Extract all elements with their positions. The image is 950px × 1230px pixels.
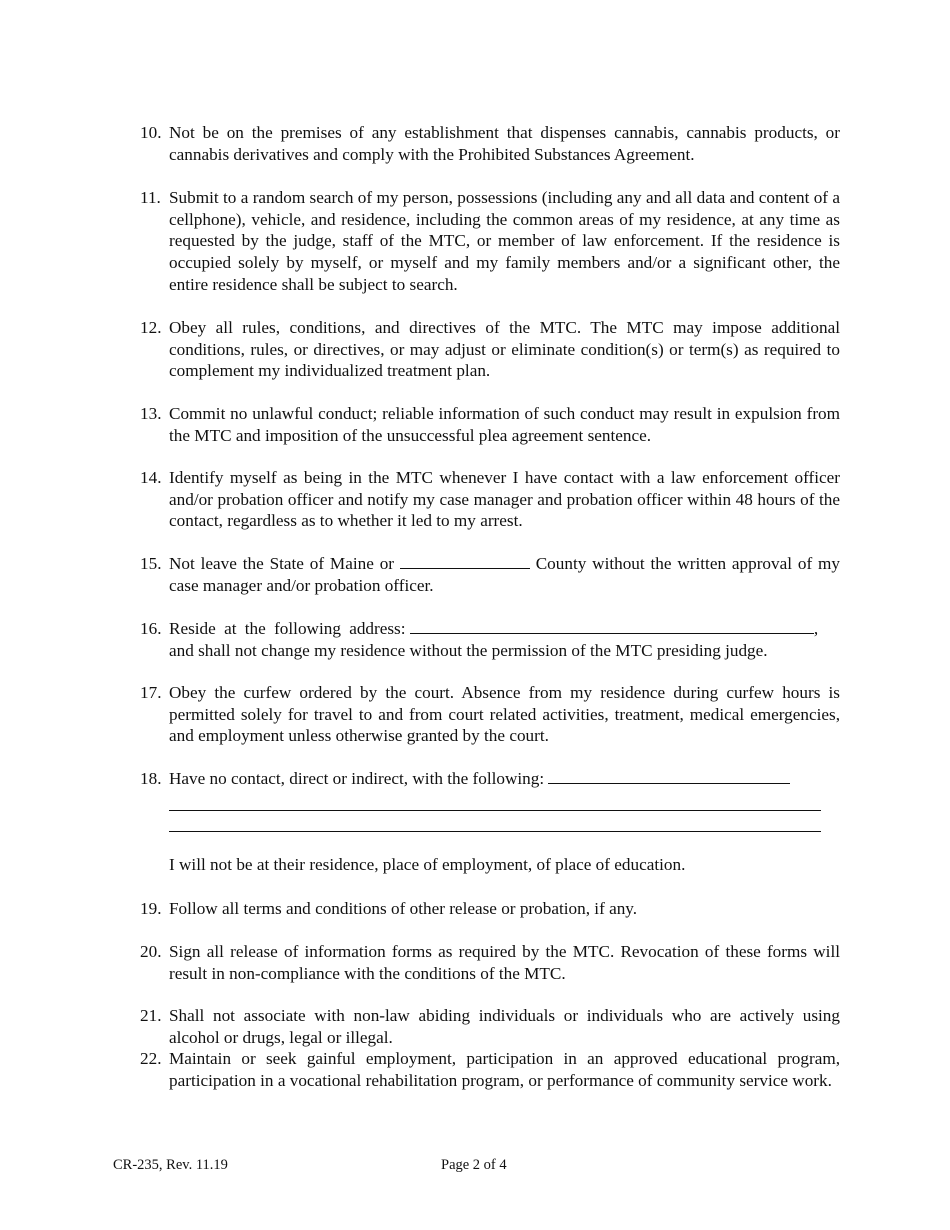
item-number: 15. (140, 554, 162, 573)
condition-item (140, 898, 840, 920)
condition-item (140, 122, 840, 165)
condition-item (140, 467, 840, 532)
item-number: 19. (140, 899, 162, 918)
item-text: Have no contact, direct or indirect, with the following: (169, 769, 545, 788)
form-id: CR-235, Rev. 11.19 (113, 1157, 228, 1173)
item-text: and shall not change my residence without the permission of the MTC presiding judge. (169, 640, 768, 660)
county-blank-field[interactable] (400, 553, 530, 569)
item-text: Not leave the State of Maine or (169, 554, 395, 573)
condition-item (140, 1048, 840, 1091)
item-number: 21. (140, 1006, 162, 1025)
condition-item (140, 553, 840, 596)
item-number: 17. (140, 683, 162, 702)
no-contact-line-3[interactable] (169, 811, 821, 833)
item-text: Follow all terms and conditions of other release or probation, if any. (169, 899, 638, 918)
item-text: Sign all release of information forms as required by the MTC. Revocation of these forms will result in non-compliance with the conditions of the MTC. (169, 942, 840, 983)
condition-item (140, 403, 840, 446)
item-number: 18. (140, 769, 162, 788)
condition-item: 16. Reside at the following address: , and shall not change my residence without the permission of the MTC presiding judge. (140, 619, 819, 660)
item-text: Submit to a random search of my person, possessions (including any and all data and content of a cellphone), vehicle, and residence, including the common areas of my residence, at any time as requested by the judge, staff of the MTC, or member of law enforcement. If the residence is occupied solely by myself, or myself and my family members and/or a significant other, the entire residence shall be subject to search. (169, 188, 840, 294)
item-number: 22. (140, 1049, 162, 1068)
item-text: Identify myself as being in the MTC whenever I have contact with a law enforcement officer and/or probation officer and notify my case manager and probation officer within 48 hours of the contact, regardless as to whether it led to my arrest. (169, 468, 840, 531)
page-number: Page 2 of 4 (441, 1157, 507, 1173)
item-text: Shall not associate with non-law abiding individuals or individuals who are actively using alcohol or drugs, legal or illegal. (169, 1006, 840, 1047)
item-number: 10. (140, 123, 162, 142)
condition-item-continued (140, 854, 840, 876)
item-text: Commit no unlawful conduct; reliable information of such conduct may result in expulsion from the MTC and imposition of the unsuccessful plea agreement sentence. (169, 404, 840, 445)
item-number: 13. (140, 404, 162, 423)
condition-item (140, 187, 840, 296)
no-contact-line-2[interactable] (169, 789, 821, 811)
condition-item (140, 682, 840, 747)
condition-item (140, 1005, 840, 1048)
item-number: 12. (140, 318, 162, 337)
item-text: County without the written approval of my case manager and/or probation officer. (169, 554, 840, 595)
condition-item (140, 317, 840, 382)
item-text: Reside at the following address: (169, 619, 406, 638)
condition-item (140, 941, 840, 984)
item-number: 11. (140, 188, 161, 207)
no-contact-extra-lines (169, 789, 821, 832)
item-number: 14. (140, 468, 162, 487)
item-text: I will not be at their residence, place of employment, of place of education. (169, 855, 686, 874)
item-text: Obey all rules, conditions, and directives of the MTC. The MTC may impose additional conditions, rules, or directives, or may adjust or eliminate condition(s) or term(s) as required to complement my individualized treatment plan. (169, 318, 840, 381)
address-blank-field[interactable] (410, 618, 814, 634)
item-text: Maintain or seek gainful employment, participation in an approved educational program, participation in a vocational rehabilitation program, or performance of community service work. (169, 1049, 840, 1090)
item-number: 20. (140, 942, 162, 961)
item-text: Obey the curfew ordered by the court. Absence from my residence during curfew hours is permitted solely for travel to and from court related activities, treatment, medical emergencies, and employment unless otherwise granted by the court. (169, 683, 840, 746)
item-text: Not be on the premises of any establishment that dispenses cannabis, cannabis products, or cannabis derivatives and comply with the Prohibited Substances Agreement. (169, 123, 840, 164)
no-contact-blank-field[interactable] (548, 768, 790, 784)
item-number: 16. (140, 619, 162, 638)
condition-item (140, 768, 840, 790)
